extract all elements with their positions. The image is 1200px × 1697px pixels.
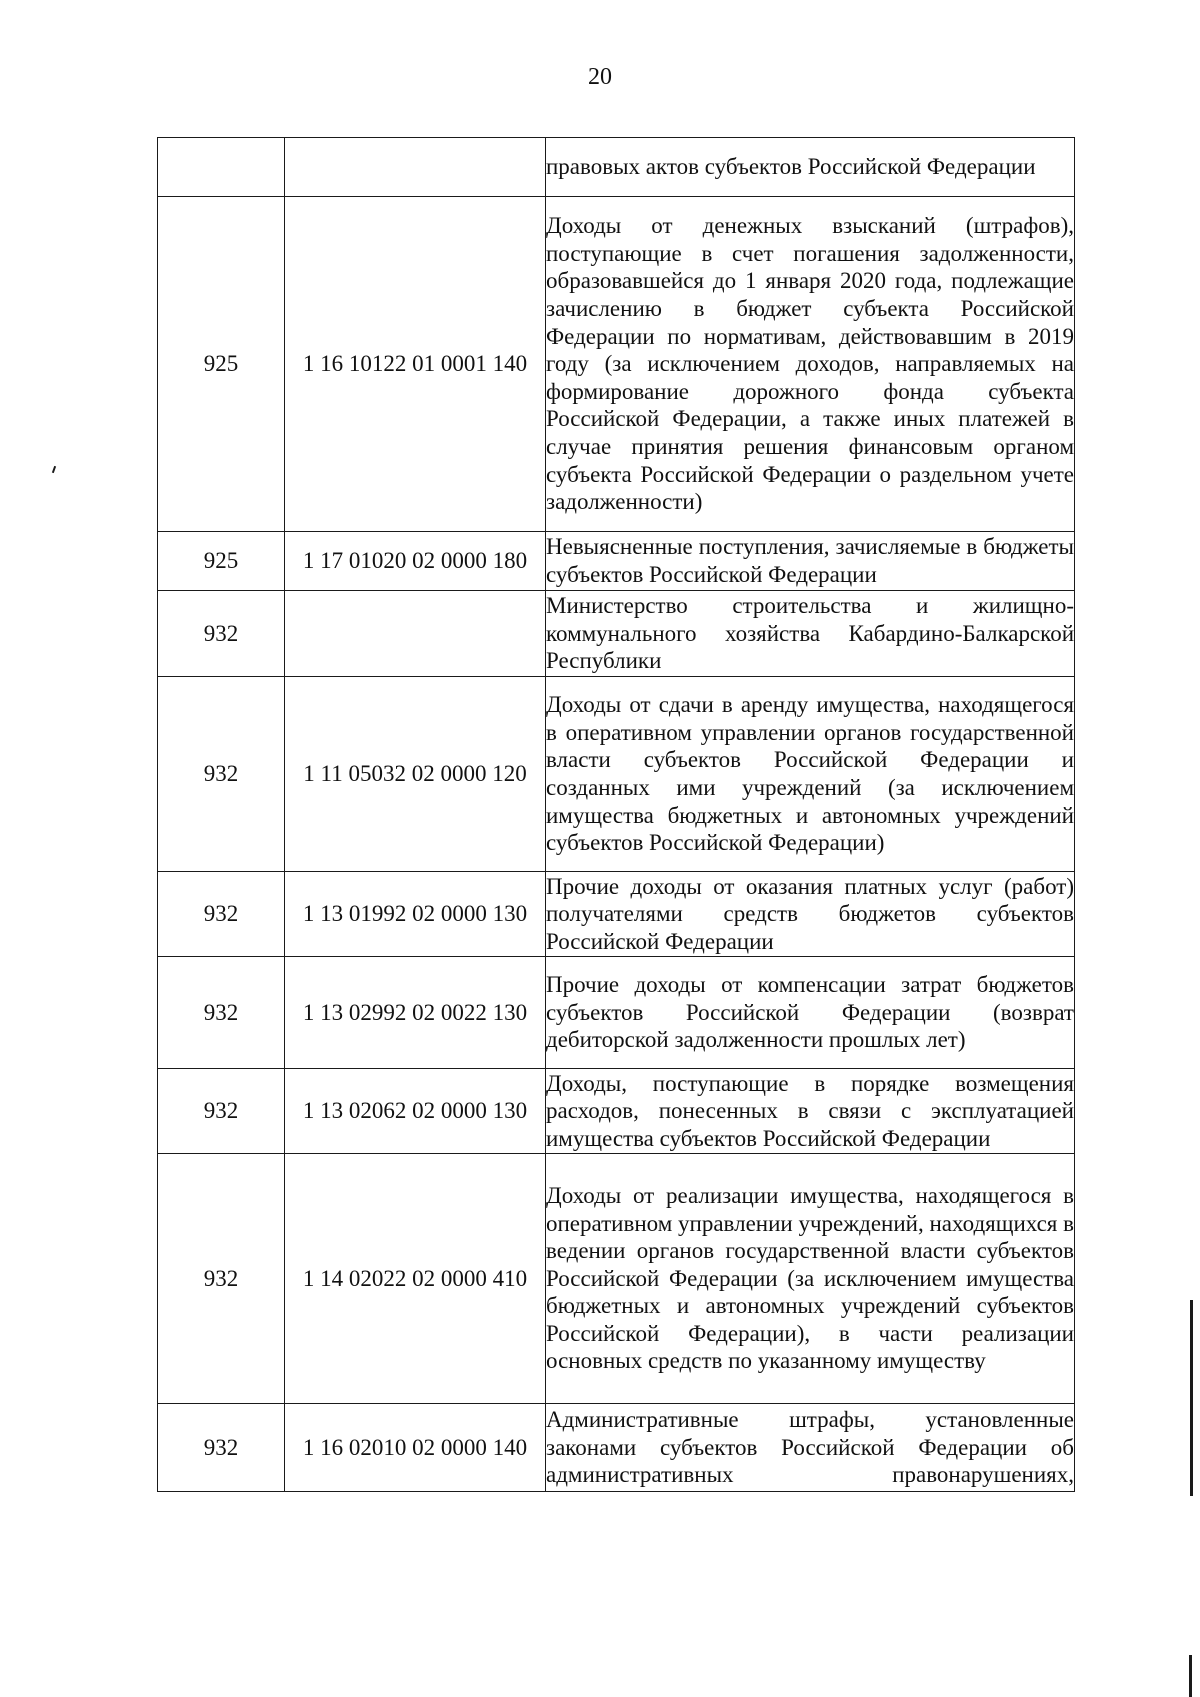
page-number: 20 — [588, 64, 612, 90]
admin-code-cell: 932 — [158, 677, 285, 872]
admin-code-cell: 925 — [158, 532, 285, 591]
description-cell: Прочие доходы от компенсации затрат бюджетов субъектов Российской Федерации (возврат дебиторской задолженности прошлых лет) — [546, 957, 1075, 1069]
description-cell: Прочие доходы от оказания платных услуг (работ) получателями средств бюджетов субъектов Российской Федерации — [546, 872, 1075, 957]
table-row — [158, 872, 1075, 957]
scan-artifact-line — [1189, 1655, 1192, 1697]
description-cell: Невыясненные поступления, зачисляемые в бюджеты субъектов Российской Федерации — [546, 532, 1075, 591]
description-cell: Доходы от реализации имущества, находящегося в оперативном управлении учреждений, находящихся в ведении органов государственной власти субъектов Российской Федерации (за исключением имущества бюджетных и автономных учреждений субъектов Российской Федерации), в части реализации основных средств по указанному имуществу — [546, 1154, 1075, 1404]
table-row — [158, 1404, 1075, 1492]
description-cell: Доходы от сдачи в аренду имущества, находящегося в оперативном управлении органов государственной власти субъектов Российской Федерации и созданных ими учреждений (за исключением имущества бюджетных и автономных учреждений субъектов Российской Федерации) — [546, 677, 1075, 872]
scan-artifact-dot — [52, 466, 56, 473]
table-row — [158, 591, 1075, 677]
admin-code-cell: 932 — [158, 1154, 285, 1404]
budget-code-cell: 1 13 02992 02 0022 130 — [285, 957, 546, 1069]
budget-code-cell: 1 13 01992 02 0000 130 — [285, 872, 546, 957]
scan-artifact-line — [1190, 1300, 1193, 1496]
budget-code-cell — [285, 591, 546, 677]
admin-code-cell: 925 — [158, 197, 285, 532]
admin-code-cell: 932 — [158, 1404, 285, 1492]
table-row — [158, 138, 1075, 197]
budget-code-cell: 1 16 02010 02 0000 140 — [285, 1404, 546, 1492]
revenue-codes-table — [157, 137, 1075, 1492]
budget-code-cell: 1 14 02022 02 0000 410 — [285, 1154, 546, 1404]
table-row — [158, 957, 1075, 1069]
budget-code-cell — [285, 138, 546, 197]
table-row — [158, 677, 1075, 872]
admin-code-cell — [158, 138, 285, 197]
table-row — [158, 1154, 1075, 1404]
description-cell: правовых актов субъектов Российской Федерации — [546, 138, 1075, 197]
description-cell: Доходы от денежных взысканий (штрафов), поступающие в счет погашения задолженности, образовавшейся до 1 января 2020 года, подлежащие зачислению в бюджет субъекта Российской Федерации по нормативам, действовавшим в 2019 году (за исключением доходов, направляемых на формирование дорожного фонда субъекта Российской Федерации, а также иных платежей в случае принятия решения финансовым органом субъекта Российской Федерации о раздельном учете задолженности) — [546, 197, 1075, 532]
admin-code-cell: 932 — [158, 872, 285, 957]
table-row — [158, 1069, 1075, 1154]
budget-code-cell: 1 13 02062 02 0000 130 — [285, 1069, 546, 1154]
admin-code-cell: 932 — [158, 957, 285, 1069]
admin-code-cell: 932 — [158, 591, 285, 677]
description-cell: Министерство строительства и жилищно-коммунального хозяйства Кабардино-Балкарской Республики — [546, 591, 1075, 677]
budget-code-cell: 1 17 01020 02 0000 180 — [285, 532, 546, 591]
admin-code-cell: 932 — [158, 1069, 285, 1154]
description-cell: Доходы, поступающие в порядке возмещения расходов, понесенных в связи с эксплуатацией имущества субъектов Российской Федерации — [546, 1069, 1075, 1154]
table-row — [158, 197, 1075, 532]
budget-code-cell: 1 16 10122 01 0001 140 — [285, 197, 546, 532]
table-row — [158, 532, 1075, 591]
description-cell: Административные штрафы, установленные законами субъектов Российской Федерации об административных правонарушениях, — [546, 1404, 1075, 1492]
budget-code-cell: 1 11 05032 02 0000 120 — [285, 677, 546, 872]
